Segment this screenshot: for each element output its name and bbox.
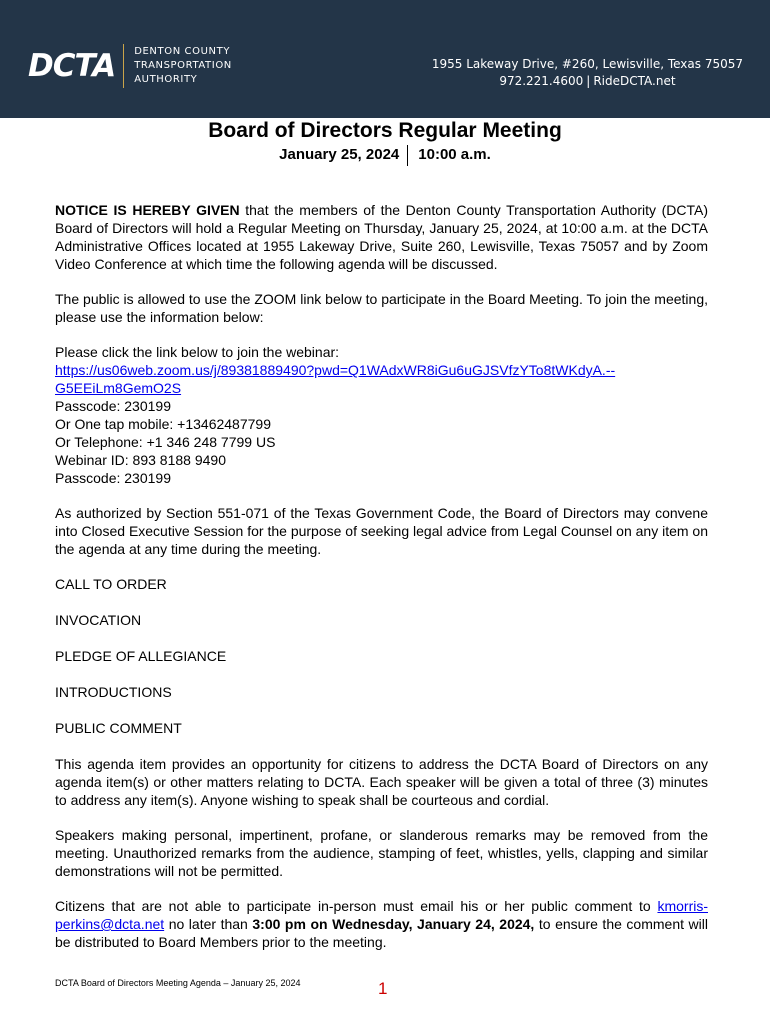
passcode: Passcode: 230199 [55,470,171,486]
footer-text: DCTA Board of Directors Meeting Agenda – January 25, 2024 [55,978,301,988]
zoom-link-line1: https://us06web.zoom.us/j/89381889490?pwd=Q1WAdxWR8iGu6uGJSVfzYTo8tWKdyA.-- [55,362,616,378]
logo-divider [123,44,124,88]
org-line: TRANSPORTATION [134,60,232,71]
org-line: DENTON COUNTY [134,46,231,57]
webinar-info [55,343,708,487]
notice-text: that the members of the Denton County Transportation Authority (DCTA) Board of Directors will hold a Regular Meeting on Thursday, January 25, 2024, at 10:00 a.m. at the DCTA Administrative Offices located at 1955 Lakeway Drive, Suite 260, Lewisville, Texas 75057 and by Zoom Video Conference at which time the following agenda will be discussed. [55,202,708,272]
page-title: Board of Directors Regular Meeting [208,119,562,142]
dcta-logo [28,44,232,88]
zoom-paragraph: The public is allowed to use the ZOOM link below to participate in the Board Meeting. To join the meeting, please use the information below: [55,291,708,325]
public-comment-paragraph: This agenda item provides an opportunity for citizens to address the DCTA Board of Directors on any agenda item(s) or other matters relating to DCTA. Each speaker will be given a total of three (3) minutes to address any item(s). Anyone wishing to speak shall be courteous and cordial. [55,756,708,808]
citizens-text-2: no later than [164,916,253,932]
webinar-intro: Please click the link below to join the webinar: [55,344,340,360]
document-body [55,201,708,968]
zoom-link-line2: G5EEiLm8GemO2S [55,380,182,396]
passcode: Passcode: 230199 [55,398,171,414]
speakers-paragraph: Speakers making personal, impertinent, profane, or slanderous remarks may be removed from the meeting. Unauthorized remarks from the audience, stamping of feet, whistles, yells, clapping and similar demonstrations will not be permitted. [55,827,708,879]
logo-wordmark: DCTA [28,47,116,84]
agenda-item-invocation: INVOCATION [55,612,142,628]
header-banner [0,0,770,118]
citizens-paragraph [55,897,708,951]
phone-site-line [432,73,743,90]
meeting-time: 10:00 a.m. [418,146,491,163]
divider [407,145,408,166]
website: RideDCTA.net [593,74,676,88]
agenda-item-call-to-order: CALL TO ORDER [55,576,167,592]
meeting-datetime [0,144,770,166]
agenda-item-public-comment: PUBLIC COMMENT [55,720,182,736]
separator: | [586,74,591,88]
closed-session-paragraph: As authorized by Section 551-071 of the Texas Government Code, the Board of Directors may convene into Closed Executive Session for the purpose of seeking legal advice from Legal Counsel on any item on the agenda at any time during the meeting. [55,505,708,557]
zoom-link[interactable] [55,361,708,397]
deadline: 3:00 pm on Wednesday, January 24, 2024, [252,916,535,932]
page-number: 1 [378,979,388,998]
email-link[interactable]: kmorris-perkins@dcta.net [55,898,708,932]
notice-paragraph [55,201,708,273]
notice-lead: NOTICE IS HEREBY GIVEN [55,202,240,218]
one-tap-mobile: Or One tap mobile: +13462487799 [55,416,271,432]
telephone: Or Telephone: +1 346 248 7799 US [55,434,276,450]
logo-org-name [134,45,232,87]
phone: 972.221.4600 [499,74,584,88]
agenda-item-introductions: INTRODUCTIONS [55,684,172,700]
citizens-text-3: to ensure the comment will be distributed to Board Members prior to the meeting. [55,916,708,950]
citizens-text-1: Citizens that are not able to participate in-person must email his or her public comment to [55,898,658,914]
webinar-id: Webinar ID: 893 8188 9490 [55,452,226,468]
agenda-item-pledge: PLEDGE OF ALLEGIANCE [55,648,227,664]
contact-info [432,56,743,90]
meeting-date: January 25, 2024 [279,146,400,163]
address: 1955 Lakeway Drive, #260, Lewisville, Texas 75057 [431,57,743,71]
org-line: AUTHORITY [134,74,198,85]
